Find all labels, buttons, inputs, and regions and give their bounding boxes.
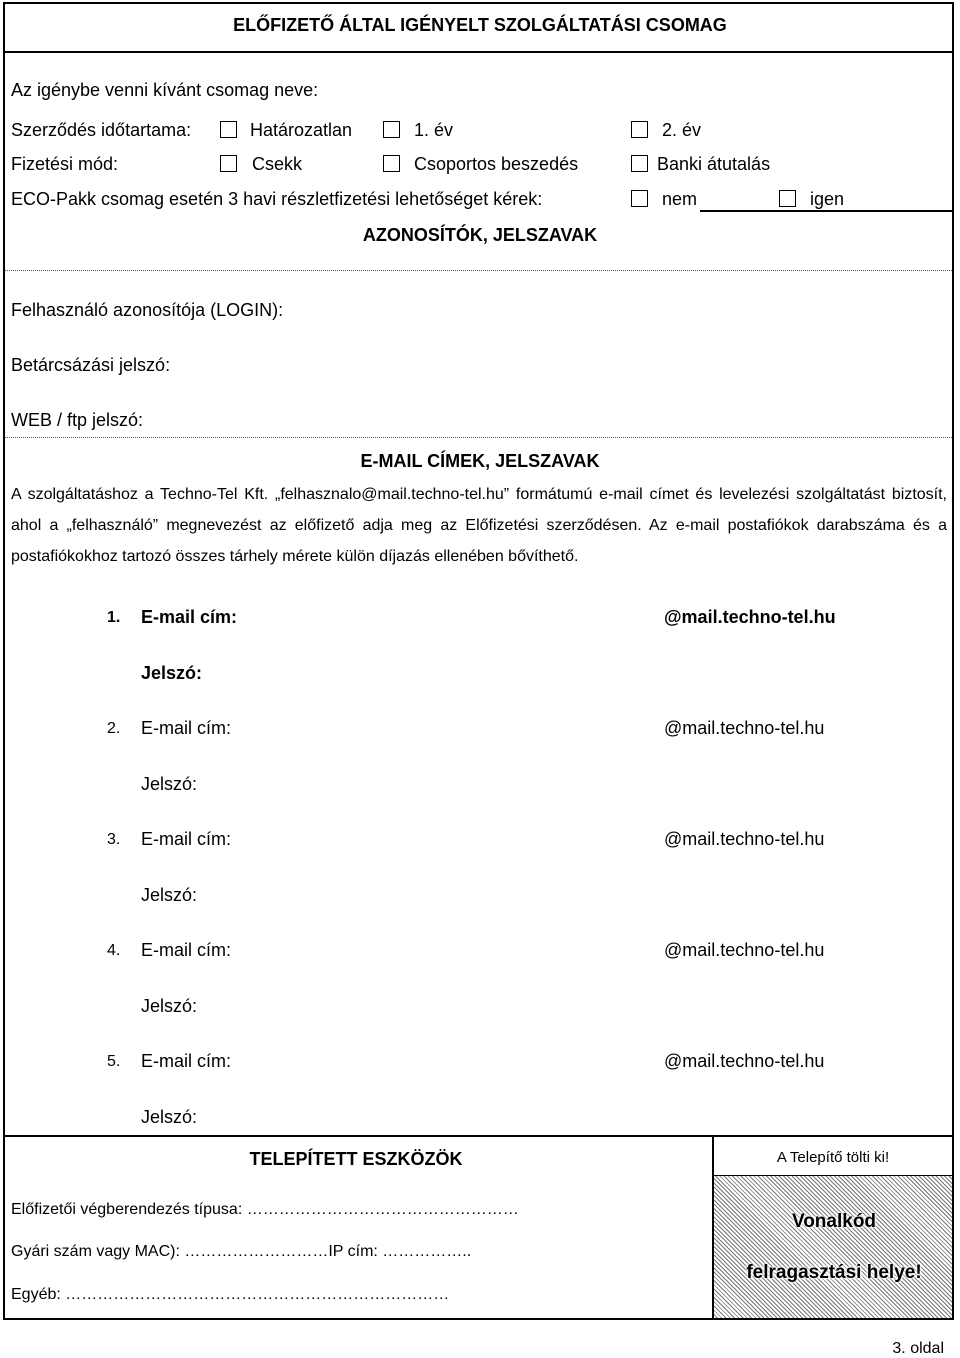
password-label: Jelszó: xyxy=(141,663,203,683)
option-direct-debit: Csoportos beszedés xyxy=(414,154,579,174)
barcode-text-1: Vonalkód xyxy=(791,1211,877,1232)
checkbox-direct-debit[interactable] xyxy=(383,155,400,172)
checkbox-eco-no[interactable] xyxy=(631,190,648,207)
package-name-label: Az igénybe venni kívánt csomag neve: xyxy=(11,80,319,100)
option-bank-transfer: Banki átutalás xyxy=(657,154,771,174)
email-number: 5. xyxy=(107,1053,121,1070)
ids-heading: AZONOSÍTÓK, JELSZAVAK xyxy=(362,225,598,245)
dial-password-label: Betárcsázási jelszó: xyxy=(11,355,171,375)
email-number: 2. xyxy=(107,720,121,737)
password-label: Jelszó: xyxy=(141,774,198,794)
checkbox-bank-transfer[interactable] xyxy=(631,155,648,172)
serial-ip-line: Gyári szám vagy MAC): ………………………IP cím: …………….. xyxy=(11,1243,472,1260)
option-eco-yes: igen xyxy=(810,189,845,209)
device-type-line: Előfizetői végberendezés típusa: …………………………………………… xyxy=(11,1201,519,1218)
email-label: E-mail cím: xyxy=(141,718,231,738)
email-domain: @mail.techno-tel.hu xyxy=(664,718,825,738)
option-indefinite: Határozatlan xyxy=(250,120,353,140)
title-divider xyxy=(3,51,954,53)
password-label: Jelszó: xyxy=(141,996,198,1016)
checkbox-year-1[interactable] xyxy=(383,121,400,138)
contract-label: Szerződés időtartama: xyxy=(11,120,192,140)
email-domain: @mail.techno-tel.hu xyxy=(664,607,836,627)
email-number: 4. xyxy=(107,942,121,959)
page-number: 3. oldal xyxy=(892,1340,944,1357)
web-divider xyxy=(5,437,952,438)
checkbox-eco-yes[interactable] xyxy=(779,190,796,207)
email-label: E-mail cím: xyxy=(141,940,231,960)
email-paragraph: A szolgáltatáshoz a Techno-Tel Kft. „felhasznalo@mail.techno-tel.hu” formátumú e-mail címet és levelezési szolgáltatást biztosít, ahol a „felhasználó” megnevezést az előfizető adja meg az Előfizetési szerződésen. Az e-mail postafiókok darabszáma és a postafiókokhoz tartozó összes tárhely mérete külön díjazás ellenében bővíthető. xyxy=(11,486,947,565)
email-label: E-mail cím: xyxy=(141,1051,231,1071)
option-year-2: 2. év xyxy=(662,120,702,140)
installer-note: A Telepítő tölti ki! xyxy=(776,1149,890,1166)
other-line: Egyéb: ……………………………………………………………… xyxy=(11,1286,450,1303)
login-label: Felhasználó azonosítója (LOGIN): xyxy=(11,300,284,320)
eco-divider xyxy=(700,210,954,212)
form-title: ELŐFIZETŐ ÁLTAL IGÉNYELT SZOLGÁLTATÁSI CSOMAG xyxy=(233,15,727,35)
devices-heading: TELEPÍTETT ESZKÖZÖK xyxy=(249,1149,463,1169)
email-number: 1. xyxy=(107,609,121,626)
email-heading: E-MAIL CÍMEK, JELSZAVAK xyxy=(360,451,600,471)
email-number: 3. xyxy=(107,831,121,848)
email-domain: @mail.techno-tel.hu xyxy=(664,829,825,849)
email-label: E-mail cím: xyxy=(141,829,231,849)
eco-label: ECO-Pakk csomag esetén 3 havi részletfizetési lehetőséget kérek: xyxy=(11,189,543,209)
option-eco-no: nem xyxy=(662,189,698,209)
checkbox-year-2[interactable] xyxy=(631,121,648,138)
email-label: E-mail cím: xyxy=(141,607,238,627)
checkbox-cheque[interactable] xyxy=(220,155,237,172)
checkbox-indefinite[interactable] xyxy=(220,121,237,138)
devices-top-divider xyxy=(3,1135,954,1137)
barcode-text-2: felragasztási helye! xyxy=(746,1262,922,1283)
password-label: Jelszó: xyxy=(141,885,198,905)
option-cheque: Csekk xyxy=(252,154,303,174)
email-domain: @mail.techno-tel.hu xyxy=(664,940,825,960)
ids-divider xyxy=(5,270,952,271)
barcode-area xyxy=(712,1176,952,1318)
option-year-1: 1. év xyxy=(414,120,454,140)
email-domain: @mail.techno-tel.hu xyxy=(664,1051,825,1071)
web-password-label: WEB / ftp jelszó: xyxy=(11,410,144,430)
password-label: Jelszó: xyxy=(141,1107,198,1127)
payment-label: Fizetési mód: xyxy=(11,154,119,174)
